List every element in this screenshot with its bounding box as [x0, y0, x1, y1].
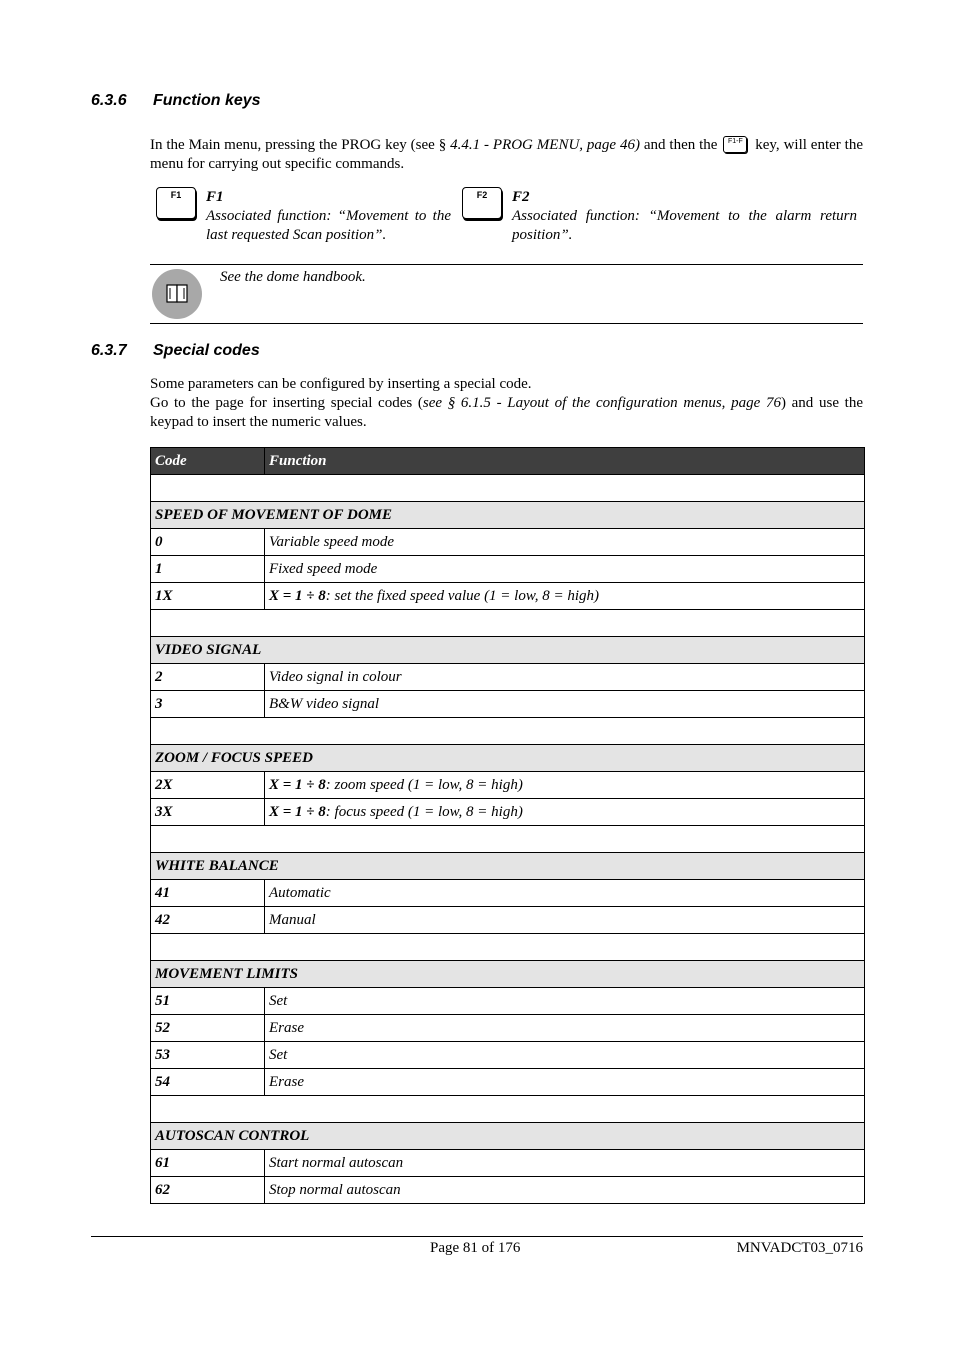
special-codes-intro — [150, 375, 863, 432]
function-text: : set the fixed speed value (1 = low, 8 = high) — [325, 587, 600, 604]
note-text: See the dome handbook. — [220, 269, 366, 285]
code-cell: 0 — [151, 529, 265, 556]
function-text: : zoom speed (1 = low, 8 = high) — [325, 776, 523, 793]
note-bottom-rule — [150, 323, 863, 324]
section-label: MOVEMENT LIMITS — [151, 961, 865, 988]
table-row — [151, 1015, 865, 1042]
section-number: 6.3.7 — [91, 342, 127, 359]
blank-row — [151, 1096, 865, 1123]
table-header-row — [151, 448, 865, 475]
table-section-row — [151, 637, 865, 664]
line2-text-end: ) and use the keypad to insert the numeric values. — [150, 395, 863, 430]
f2-title: F2 — [512, 189, 530, 205]
section-number: 6.3.6 — [91, 92, 127, 109]
section-heading-special-codes — [91, 342, 260, 360]
table-row — [151, 556, 865, 583]
code-cell: 1 — [151, 556, 265, 583]
code-cell: 2X — [151, 772, 265, 799]
code-cell: 53 — [151, 1042, 265, 1069]
code-cell: 61 — [151, 1150, 265, 1177]
blank-row — [151, 610, 865, 637]
table-row — [151, 1150, 865, 1177]
blank-cell — [151, 1096, 865, 1123]
header-code: Code — [151, 448, 265, 475]
line2-reference: see § 6.1.5 - Layout of the configuration menus, page 76 — [422, 395, 781, 411]
section-label: VIDEO SIGNAL — [151, 637, 865, 664]
function-cell: Fixed speed mode — [265, 556, 865, 583]
table-section-row — [151, 502, 865, 529]
footer-rule — [91, 1236, 863, 1237]
function-text: : focus speed (1 = low, 8 = high) — [325, 803, 523, 820]
special-codes-line1: Some parameters can be configured by inserting a special code. — [150, 376, 532, 392]
header-function: Function — [265, 448, 865, 475]
function-cell — [265, 799, 865, 826]
book-icon — [152, 269, 202, 319]
blank-cell — [151, 475, 865, 502]
blank-row — [151, 934, 865, 961]
intro-text-mid: and then the — [639, 137, 722, 153]
code-cell: 51 — [151, 988, 265, 1015]
f2-key-icon — [462, 187, 502, 219]
blank-cell — [151, 610, 865, 637]
page-number: Page 81 of 176 — [430, 1240, 521, 1256]
section-label: ZOOM / FOCUS SPEED — [151, 745, 865, 772]
function-cell: Erase — [265, 1069, 865, 1096]
table-row — [151, 1069, 865, 1096]
function-cell: Video signal in colour — [265, 664, 865, 691]
function-cell: Set — [265, 988, 865, 1015]
intro-text-end: key, will enter the menu for carrying out specific commands. — [150, 137, 863, 172]
table-row — [151, 772, 865, 799]
blank-cell — [151, 934, 865, 961]
table-section-row — [151, 1123, 865, 1150]
table-row — [151, 988, 865, 1015]
table-section-row — [151, 961, 865, 988]
table-row — [151, 1177, 865, 1204]
code-cell: 42 — [151, 907, 265, 934]
code-cell: 62 — [151, 1177, 265, 1204]
line2-text: Go to the page for inserting special codes ( — [150, 395, 423, 411]
table-row — [151, 664, 865, 691]
f2-function-text: Associated function: “Movement to the alarm return position”. — [512, 208, 857, 243]
section-label: SPEED OF MOVEMENT OF DOME — [151, 502, 865, 529]
function-cell — [265, 772, 865, 799]
table-row — [151, 691, 865, 718]
function-cell: Automatic — [265, 880, 865, 907]
range-text: X = 1 ÷ 8 — [269, 587, 326, 604]
code-cell: 3 — [151, 691, 265, 718]
blank-row — [151, 826, 865, 853]
range-text: X = 1 ÷ 8 — [269, 776, 326, 793]
function-key-icon: F1-F — [723, 136, 747, 153]
f1-key-cap-label: F1 — [170, 190, 182, 200]
table-section-row — [151, 745, 865, 772]
table-row — [151, 799, 865, 826]
note-top-rule — [150, 264, 863, 265]
f2-description — [512, 188, 857, 245]
section-label: AUTOSCAN CONTROL — [151, 1123, 865, 1150]
section-heading-function-keys — [91, 92, 261, 110]
range-text: X = 1 ÷ 8 — [269, 803, 326, 820]
f1-description — [206, 188, 451, 245]
f1-key-icon — [156, 187, 196, 219]
intro-text: In the Main menu, pressing the PROG key (see § — [150, 137, 451, 153]
table-row — [151, 907, 865, 934]
blank-row — [151, 718, 865, 745]
blank-cell — [151, 718, 865, 745]
table-row — [151, 880, 865, 907]
special-codes-line2 — [150, 394, 863, 432]
section-label: WHITE BALANCE — [151, 853, 865, 880]
function-cell: B&W video signal — [265, 691, 865, 718]
document-id: MNVADCT03_0716 — [736, 1240, 863, 1256]
function-cell: Set — [265, 1042, 865, 1069]
function-cell: Manual — [265, 907, 865, 934]
section-title: Function keys — [153, 92, 261, 109]
table-row — [151, 529, 865, 556]
function-cell: Variable speed mode — [265, 529, 865, 556]
blank-cell — [151, 826, 865, 853]
code-cell: 54 — [151, 1069, 265, 1096]
code-cell: 41 — [151, 880, 265, 907]
function-cell — [265, 583, 865, 610]
intro-reference: 4.4.1 - PROG MENU, page 46) — [450, 137, 640, 153]
function-cell: Erase — [265, 1015, 865, 1042]
special-codes-table — [150, 447, 865, 1204]
function-cell: Start normal autoscan — [265, 1150, 865, 1177]
code-cell: 1X — [151, 583, 265, 610]
code-cell: 52 — [151, 1015, 265, 1042]
section-title: Special codes — [153, 342, 260, 359]
code-cell: 2 — [151, 664, 265, 691]
table-row — [151, 583, 865, 610]
table-row — [151, 1042, 865, 1069]
f1-title: F1 — [206, 189, 224, 205]
function-keys-intro — [150, 136, 863, 174]
blank-row — [151, 475, 865, 502]
f1-function-text: Associated function: “Movement to the last requested Scan position”. — [206, 208, 451, 243]
code-cell: 3X — [151, 799, 265, 826]
function-cell: Stop normal autoscan — [265, 1177, 865, 1204]
f2-key-cap-label: F2 — [476, 190, 488, 200]
table-section-row — [151, 853, 865, 880]
